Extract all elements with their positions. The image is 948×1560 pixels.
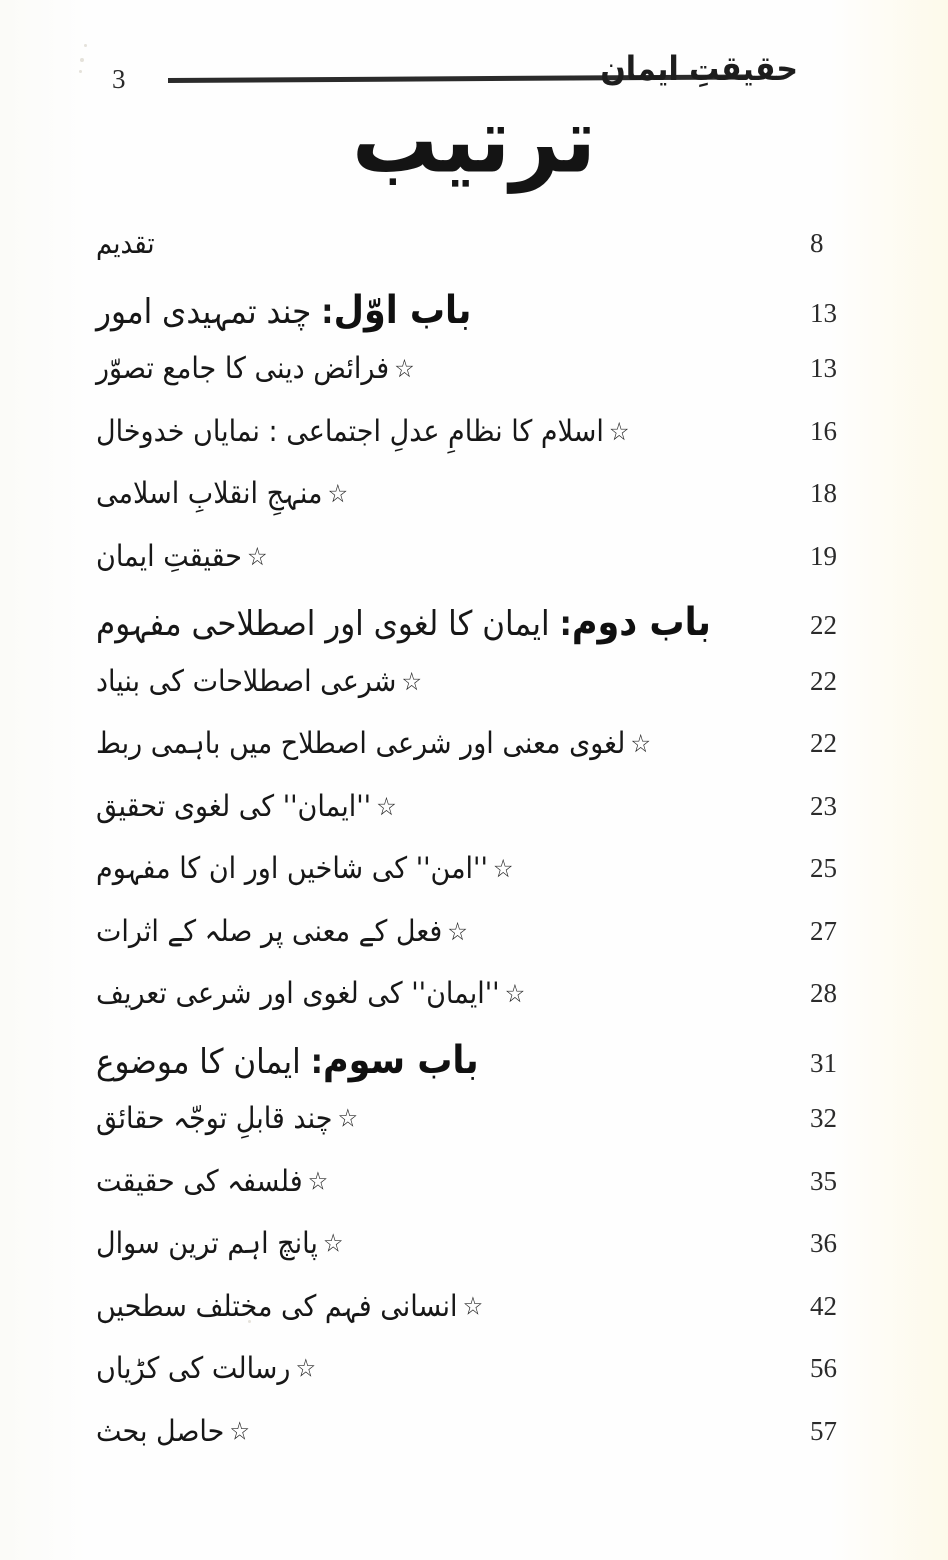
chapter-number-label: باب دوم — [571, 601, 711, 645]
toc-page-number: 19 — [810, 540, 837, 571]
toc-entry-label — [96, 414, 629, 448]
page-folio-number: 3 — [112, 64, 126, 94]
toc-entry-label — [96, 1289, 483, 1323]
running-header — [0, 30, 948, 94]
toc-entry-label — [96, 664, 422, 698]
star-bullet-icon: ☆ — [394, 354, 415, 384]
chapter-separator: : — [559, 604, 572, 644]
star-bullet-icon: ☆ — [462, 1292, 483, 1321]
toc-page-number: 31 — [810, 1047, 837, 1078]
toc-entry-label — [96, 851, 513, 885]
star-bullet-icon: ☆ — [447, 917, 468, 946]
star-bullet-icon: ☆ — [401, 667, 422, 696]
toc-entry-row[interactable] — [96, 1103, 856, 1166]
toc-entry-text: حاصل بحث — [96, 1413, 225, 1449]
star-bullet-icon: ☆ — [504, 979, 525, 1009]
chapter-number-label: باب سوم — [323, 1038, 479, 1083]
toc-entry-text: شرعی اصطلاحات کی بنیاد — [96, 663, 397, 699]
toc-entry-row[interactable] — [96, 1353, 856, 1416]
toc-entry-text: ''امن'' کی شاخیں اور ان کا مفہوم — [96, 851, 488, 886]
star-bullet-icon: ☆ — [229, 1417, 250, 1446]
toc-entry-label — [96, 1164, 328, 1198]
toc-page-number: 25 — [810, 853, 837, 883]
toc-entry-text: حقیقتِ ایمان — [96, 538, 242, 574]
toc-entry-row[interactable] — [96, 353, 856, 416]
toc-entry-text: ''ایمان'' کی لغوی تحقیق — [96, 788, 372, 824]
toc-chapter-row[interactable] — [96, 1038, 856, 1104]
toc-entry-row[interactable] — [96, 788, 856, 854]
toc-entry-text: فعل کے معنی پر صلہ کے اثرات — [96, 913, 443, 949]
chapter-title-label: ایمان کا موضوع — [96, 1041, 301, 1082]
star-bullet-icon: ☆ — [630, 729, 651, 759]
toc-page-number: 32 — [810, 1103, 837, 1133]
toc-entry-text: فرائض دینی کا جامع تصوّر — [96, 351, 390, 386]
toc-chapter-row[interactable] — [96, 288, 856, 354]
toc-page-number: 16 — [810, 415, 837, 446]
toc-entry-text: تقدیم — [96, 227, 155, 261]
toc-entry-row[interactable] — [96, 978, 856, 1041]
toc-entry-text: رسالت کی کڑیاں — [96, 1351, 291, 1386]
star-bullet-icon: ☆ — [322, 1229, 344, 1259]
toc-entry-label — [96, 914, 468, 948]
toc-entry-label — [96, 1414, 250, 1448]
star-bullet-icon: ☆ — [608, 417, 630, 446]
toc-entry-row[interactable] — [96, 1163, 856, 1229]
toc-entry-text: لغوی معنی اور شرعی اصطلاح میں باہمی ربط — [96, 726, 626, 761]
toc-chapter-row[interactable] — [96, 603, 856, 666]
star-bullet-icon: ☆ — [307, 1167, 328, 1196]
toc-entry-row[interactable] — [96, 853, 856, 916]
toc-entry-text: ''ایمان'' کی لغوی اور شرعی تعریف — [96, 976, 500, 1011]
toc-entry-row[interactable] — [96, 228, 856, 291]
toc-entry-row[interactable] — [96, 663, 856, 729]
star-bullet-icon: ☆ — [295, 1354, 316, 1384]
toc-page-number: 36 — [810, 1228, 837, 1258]
toc-entry-label — [96, 476, 348, 510]
toc-entry-text: چند قابلِ توجّہ حقائق — [96, 1101, 333, 1136]
toc-page-number: 13 — [810, 297, 837, 328]
table-of-contents — [0, 228, 948, 1478]
toc-page-number: 42 — [810, 1290, 837, 1321]
toc-entry-label — [96, 228, 155, 261]
toc-entry-row[interactable] — [96, 478, 856, 541]
toc-page-number: 8 — [810, 228, 824, 258]
toc-entry-row[interactable] — [96, 538, 856, 604]
toc-page-number: 22 — [810, 610, 837, 640]
toc-entry-row[interactable] — [96, 1288, 856, 1354]
toc-entry-label — [96, 351, 414, 385]
toc-page-number: 23 — [810, 790, 837, 821]
toc-page-number: 27 — [810, 915, 837, 946]
page-title: ترتیب — [351, 87, 597, 194]
toc-entry-label — [96, 1226, 343, 1260]
toc-entry-label — [96, 976, 525, 1010]
toc-entry-label — [96, 789, 396, 823]
toc-entry-text: منہجِ انقلابِ اسلامی — [96, 476, 323, 511]
star-bullet-icon: ☆ — [337, 1104, 358, 1134]
toc-chapter-label — [96, 1039, 479, 1083]
toc-entry-row[interactable] — [96, 413, 856, 479]
toc-page-number: 28 — [810, 978, 837, 1008]
toc-chapter-label — [96, 289, 471, 333]
toc-entry-text: اسلام کا نظامِ عدلِ اجتماعی : نمایاں خدوخال — [96, 413, 604, 449]
toc-entry-row[interactable] — [96, 728, 856, 791]
toc-entry-row[interactable] — [96, 1228, 856, 1291]
toc-page-number: 35 — [810, 1165, 837, 1196]
toc-entry-label — [96, 726, 651, 760]
toc-entry-text: انسانی فہم کی مختلف سطحیں — [96, 1288, 458, 1324]
toc-page-number: 57 — [810, 1415, 837, 1446]
chapter-separator: : — [321, 291, 334, 332]
toc-page-number: 22 — [810, 728, 837, 758]
chapter-title-label: ایمان کا لغوی اور اصطلاحی مفہوم — [96, 604, 550, 644]
toc-entry-label — [96, 1351, 316, 1385]
chapter-title-label: چند تمہیدی امور — [96, 291, 312, 332]
star-bullet-icon: ☆ — [327, 479, 348, 509]
toc-page-number: 22 — [810, 665, 837, 696]
chapter-separator: : — [310, 1041, 324, 1082]
star-bullet-icon: ☆ — [492, 854, 514, 884]
toc-page-number: 18 — [810, 478, 837, 508]
toc-entry-label — [96, 539, 267, 573]
toc-entry-row[interactable] — [96, 913, 856, 979]
toc-entry-text: فلسفہ کی حقیقت — [96, 1163, 303, 1199]
chapter-number-label: باب اوّل — [333, 288, 472, 333]
toc-entry-row[interactable] — [96, 1413, 856, 1479]
book-title-header: حقیقتِ ایمان — [600, 49, 798, 90]
star-bullet-icon: ☆ — [246, 542, 268, 571]
toc-entry-text: پانچ اہم ترین سوال — [96, 1226, 318, 1261]
toc-page-number: 13 — [810, 353, 837, 383]
toc-page-number: 56 — [810, 1353, 837, 1383]
star-bullet-icon: ☆ — [376, 792, 397, 821]
toc-chapter-label — [96, 601, 711, 645]
toc-entry-label — [96, 1101, 358, 1135]
